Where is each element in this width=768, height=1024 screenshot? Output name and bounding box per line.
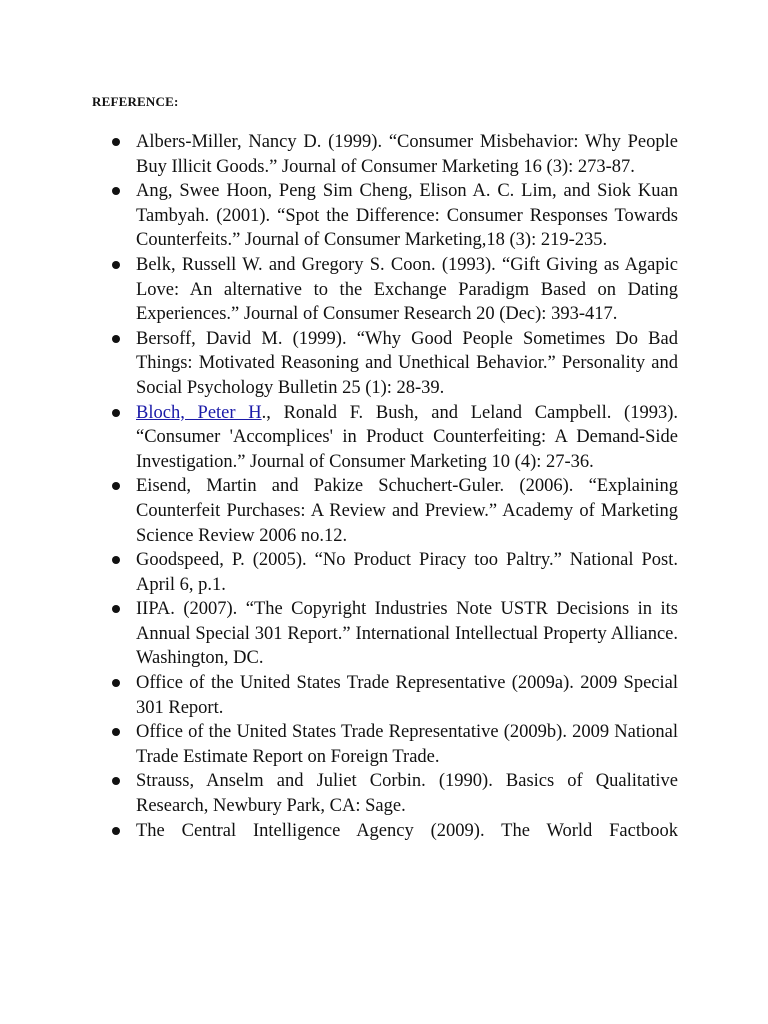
bullet-icon [112,556,120,564]
reference-text: Eisend, Martin and Pakize Schuchert-Guler. (2006). “Explaining Counterfeit Purchases: A Review and Preview.” Academy of Marketing Science Review 2006 no.12. [136,476,678,546]
reference-text: Albers-Miller, Nancy D. (1999). “Consumer Misbehavior: Why People Buy Illicit Goods.” Journal of Consumer Marketing 16 (3): 273-87. [136,132,678,177]
bullet-icon [112,261,120,269]
bullet-icon [112,409,120,417]
bullet-icon [112,138,120,146]
bullet-icon [112,827,120,835]
reference-item [108,548,678,597]
author-link-bloch[interactable]: Bloch, Peter H [136,402,262,423]
reference-item [108,327,678,401]
reference-text: Strauss, Anselm and Juliet Corbin. (1990). Basics of Qualitative Research, Newbury Park, CA: Sage. [136,771,678,817]
bullet-icon [112,605,120,613]
reference-text: ., Ronald F. Bush, and Leland Campbell. (1993). “Consumer 'Accomplices' in Product Counterfeiting: A Demand-Side Investigation.” Journal of Consumer Marketing 10 (4): 27-36. [136,402,678,472]
reference-text: Office of the United States Trade Representative (2009a). 2009 Special 301 Report. [136,673,678,718]
bullet-icon [112,679,120,687]
reference-text: The Central Intelligence Agency (2009). The World Factbook [136,820,678,841]
reference-item [108,130,678,179]
reference-text: Bersoff, David M. (1999). “Why Good People Sometimes Do Bad Things: Motivated Reasoning and Unethical Behavior.” Personality and Social Psychology Bulletin 25 (1): 28-39. [136,328,678,398]
reference-item [108,769,678,818]
bullet-icon [112,482,120,490]
reference-text: Belk, Russell W. and Gregory S. Coon. (1993). “Gift Giving as Agapic Love: An alternative to the Exchange Paradigm Based on Dating Experiences.” Journal of Consumer Research 20 (Dec): 393-417. [136,254,678,325]
reference-item [108,597,678,671]
reference-item [108,474,678,548]
reference-text: Goodspeed, P. (2005). “No Product Piracy too Paltry.” National Post. April 6, p.1. [136,550,678,595]
reference-item [108,671,678,720]
bullet-icon [112,728,120,736]
reference-item [108,253,678,327]
reference-heading: REFERENCE: [92,94,179,109]
reference-item [108,819,678,844]
bullet-icon [112,335,120,343]
reference-text: IIPA. (2007). “The Copyright Industries Note USTR Decisions in its Annual Special 301 Report.” International Intellectual Property Alliance. Washington, DC. [136,599,678,669]
reference-item [108,179,678,253]
reference-item [108,720,678,769]
reference-text: Ang, Swee Hoon, Peng Sim Cheng, Elison A. C. Lim, and Siok Kuan Tambyah. (2001). “Spot the Difference: Consumer Responses Towards Counterfeits.” Journal of Consumer Marketing,18 (3): 219-235. [136,181,678,251]
reference-item [108,401,678,475]
bullet-icon [112,777,120,785]
reference-text: Office of the United States Trade Representative (2009b). 2009 National Trade Estimate Report on Foreign Trade. [136,722,678,767]
bullet-icon [112,187,120,195]
reference-list [108,130,678,843]
